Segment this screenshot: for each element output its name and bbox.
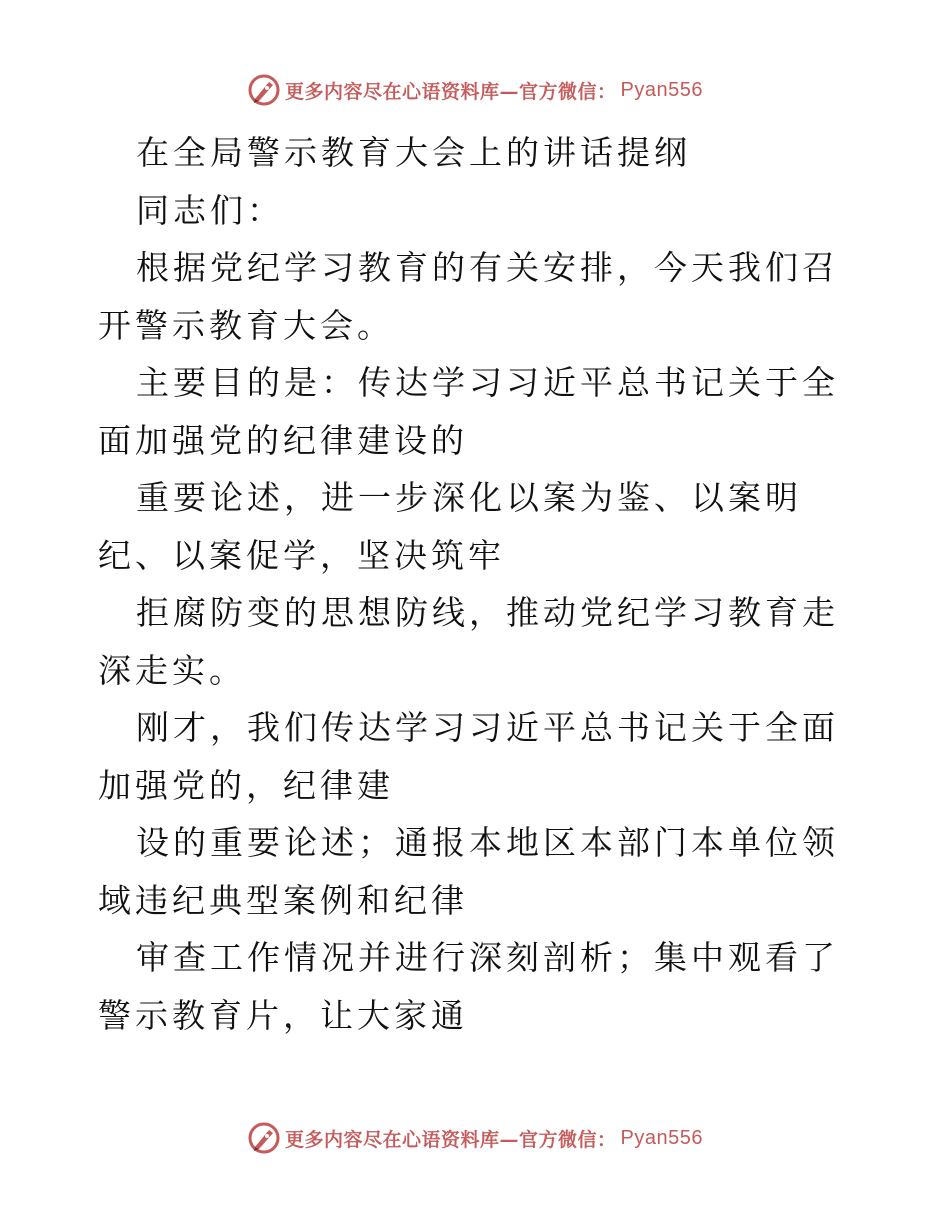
paragraph: 设的重要论述；通报本地区本部门本单位领域违纪典型案例和纪律 — [98, 823, 839, 920]
header-banner — [0, 70, 950, 110]
paragraph: 重要论述，进一步深化以案为鉴、以案明纪、以案促学，坚决筑牢 — [98, 478, 802, 575]
footer-wechat-id: Pyan556 — [620, 1126, 703, 1149]
salutation: 同志们： — [136, 190, 284, 230]
paragraph: 拒腐防变的思想防线，推动党纪学习教育走深走实。 — [98, 593, 839, 690]
header-wechat-id: Pyan556 — [620, 78, 703, 101]
paragraph: 根据党纪学习教育的有关安排，今天我们召开警示教育大会。 — [98, 248, 839, 345]
pen-circle-logo-icon — [247, 1121, 281, 1155]
footer-banner — [0, 1118, 950, 1158]
header-banner-text: 更多内容尽在心语资料库—官方微信： — [285, 80, 617, 103]
footer-banner-text: 更多内容尽在心语资料库—官方微信： — [285, 1128, 617, 1151]
paragraph: 刚才，我们传达学习习近平总书记关于全面加强党的，纪律建 — [98, 708, 839, 805]
paragraph: 主要目的是：传达学习习近平总书记关于全面加强党的纪律建设的 — [98, 363, 839, 460]
document-title: 在全局警示教育大会上的讲话提纲 — [136, 133, 691, 172]
pen-circle-logo-icon — [247, 73, 281, 107]
document-body — [98, 124, 858, 1044]
paragraph: 审查工作情况并进行深刻剖析；集中观看了警示教育片，让大家通 — [98, 938, 839, 1035]
